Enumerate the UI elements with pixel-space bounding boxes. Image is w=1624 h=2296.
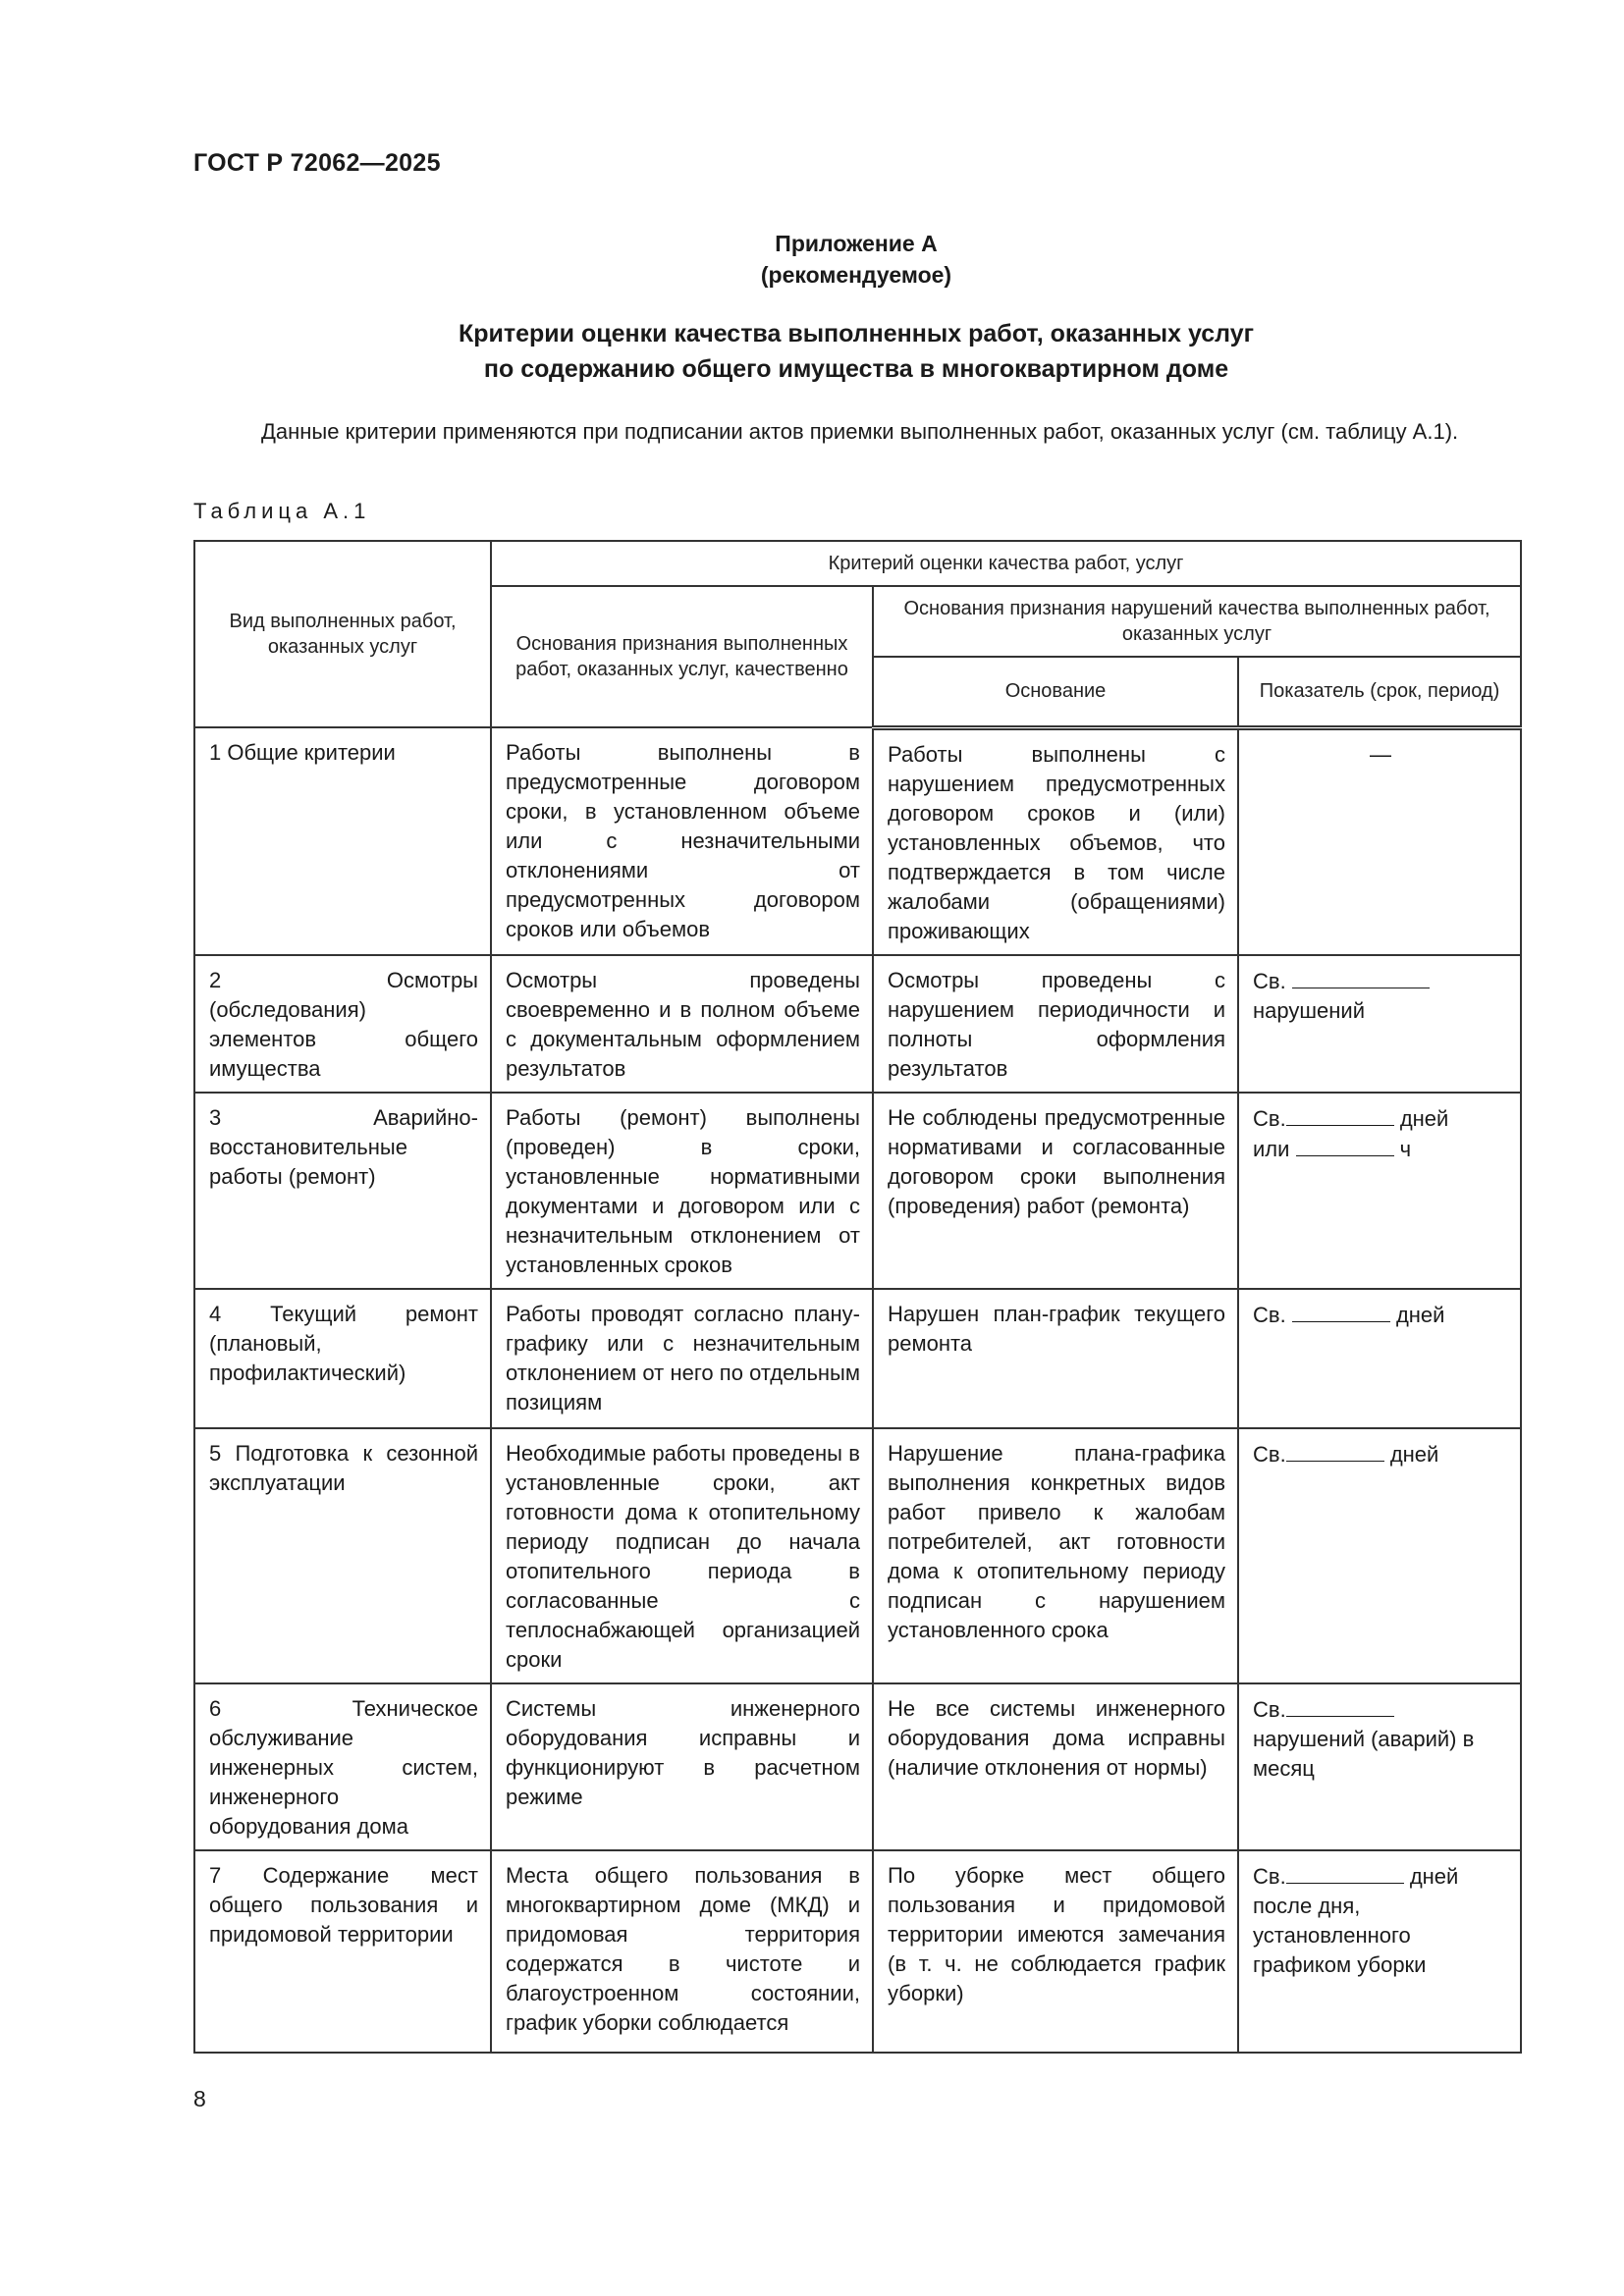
cell-violation-basis: Работы выполнены с нарушением предусмотренных договором сроков и (или) установленных объемов, что подтверждается в том числе жалобами (обращениями) проживающих	[873, 727, 1238, 955]
cell-indicator	[1238, 1850, 1521, 2053]
indicator-suffix: нарушений	[1253, 997, 1365, 1023]
indicator-prefix: Св.	[1253, 1863, 1286, 1889]
cell-violation-basis: Нарушен план-график текущего ремонта	[873, 1289, 1238, 1428]
blank-line	[1286, 1694, 1394, 1717]
indicator-or: или	[1253, 1136, 1290, 1161]
criteria-table	[193, 540, 1522, 2054]
table-row	[194, 727, 1521, 955]
table-row	[194, 1683, 1521, 1850]
appendix-title: Приложение А	[775, 231, 938, 256]
blank-line	[1292, 1300, 1390, 1322]
cell-work-type: 7 Содержание мест общего пользования и придомовой территории	[194, 1850, 491, 2053]
blank-line	[1286, 1103, 1394, 1126]
table-row	[194, 955, 1521, 1093]
indicator-prefix: Св.	[1253, 1696, 1286, 1722]
title-line-1: Критерии оценки качества выполненных работ, оказанных услуг	[458, 320, 1255, 347]
blank-line	[1286, 1861, 1404, 1884]
table-row	[194, 1289, 1521, 1428]
cell-indicator	[1238, 1428, 1521, 1683]
cell-work-type: 5 Подготовка к сезонной эксплуатации	[194, 1428, 491, 1683]
cell-quality-basis: Работы проводят согласно плану-графику или с незначительным отклонением от него по отдельным позициям	[491, 1289, 873, 1428]
cell-indicator	[1238, 955, 1521, 1093]
cell-violation-basis: Нарушение плана-графика выполнения конкретных видов работ привело к жалобам потребителей, акт готовности дома к отопительному периоду подписан с нарушением установленного срока	[873, 1428, 1238, 1683]
table-row	[194, 1850, 1521, 2053]
cell-violation-basis: По уборке мест общего пользования и придомовой территории имеются замечания (в т. ч. не соблюдается график уборки)	[873, 1850, 1238, 2053]
blank-line	[1286, 1439, 1384, 1462]
blank-line	[1292, 966, 1430, 988]
document-header: ГОСТ Р 72062—2025	[193, 149, 441, 177]
indicator-suffix: нарушений (аварий) в месяц	[1253, 1726, 1475, 1781]
indicator-suffix: дней	[1389, 1441, 1439, 1467]
appendix-heading	[193, 228, 1519, 291]
cell-quality-basis: Необходимые работы проведены в установленные сроки, акт готовности дома к отопительному периоду подписан до начала отопительного периода в согласованные с теплоснабжающей организацией сроки	[491, 1428, 873, 1683]
blank-line	[1296, 1134, 1394, 1156]
cell-indicator: —	[1238, 727, 1521, 955]
appendix-type: (рекомендуемое)	[760, 262, 952, 288]
cell-indicator	[1238, 1289, 1521, 1428]
indicator-suffix: дней	[1395, 1302, 1445, 1327]
cell-work-type: 3 Аварийно-восстановительные работы (ремонт)	[194, 1093, 491, 1289]
cell-indicator	[1238, 1683, 1521, 1850]
table-row	[194, 1093, 1521, 1289]
indicator-prefix: Св.	[1253, 968, 1286, 993]
cell-quality-basis: Работы выполнены в предусмотренные договором сроки, в установленном объеме или с незначительными отклонениями от предусмотренных договором сроков или объемов	[491, 727, 873, 955]
table-row	[194, 1428, 1521, 1683]
header-indicator: Показатель (срок, период)	[1238, 657, 1521, 727]
cell-work-type: 1 Общие критерии	[194, 727, 491, 955]
indicator-suffix: ч	[1399, 1136, 1412, 1161]
indicator-suffix: дней после дня, установленного графиком уборки	[1253, 1863, 1459, 1977]
main-title	[193, 316, 1519, 387]
header-violation-group: Основания признания нарушений качества выполненных работ, оказанных услуг	[873, 586, 1521, 657]
header-quality-basis: Основания признания выполненных работ, оказанных услуг, качественно	[491, 586, 873, 727]
cell-indicator	[1238, 1093, 1521, 1289]
cell-violation-basis: Не все системы инженерного оборудования дома исправны (наличие отклонения от нормы)	[873, 1683, 1238, 1850]
header-violation-basis: Основание	[873, 657, 1238, 727]
cell-work-type: 6 Техническое обслуживание инженерных систем, инженерного оборудования дома	[194, 1683, 491, 1850]
cell-violation-basis: Осмотры проведены с нарушением периодичности и полноты оформления результатов	[873, 955, 1238, 1093]
cell-quality-basis: Работы (ремонт) выполнены (проведен) в сроки, установленные нормативными документами и договором или с незначительным отклонением от установленных сроков	[491, 1093, 873, 1289]
cell-work-type: 2 Осмотры (обследования) элементов общего имущества	[194, 955, 491, 1093]
header-work-type: Вид выполненных работ, оказанных услуг	[194, 541, 491, 727]
page-number: 8	[193, 2086, 206, 2111]
cell-violation-basis: Не соблюдены предусмотренные нормативами и согласованные договором сроки выполнения (проведения) работ (ремонта)	[873, 1093, 1238, 1289]
indicator-prefix: Св.	[1253, 1441, 1286, 1467]
header-criterion-group: Критерий оценки качества работ, услуг	[491, 541, 1521, 586]
intro-paragraph: Данные критерии применяются при подписании актов приемки выполненных работ, оказанных услуг (см. таблицу А.1).	[261, 419, 1459, 444]
cell-quality-basis: Осмотры проведены своевременно и в полном объеме с документальным оформлением результатов	[491, 955, 873, 1093]
table-label: Таблица А.1	[193, 499, 371, 523]
cell-quality-basis: Системы инженерного оборудования исправны и функционируют в расчетном режиме	[491, 1683, 873, 1850]
indicator-prefix: Св.	[1253, 1105, 1286, 1131]
indicator-unit-days: дней	[1399, 1105, 1449, 1131]
indicator-prefix: Св.	[1253, 1302, 1286, 1327]
cell-quality-basis: Места общего пользования в многоквартирном доме (МКД) и придомовая территория содержатся в чистоте и благоустроенном состоянии, график уборки соблюдается	[491, 1850, 873, 2053]
title-line-2: по содержанию общего имущества в многоквартирном доме	[483, 355, 1229, 383]
cell-work-type: 4 Текущий ремонт (плановый, профилактический)	[194, 1289, 491, 1428]
